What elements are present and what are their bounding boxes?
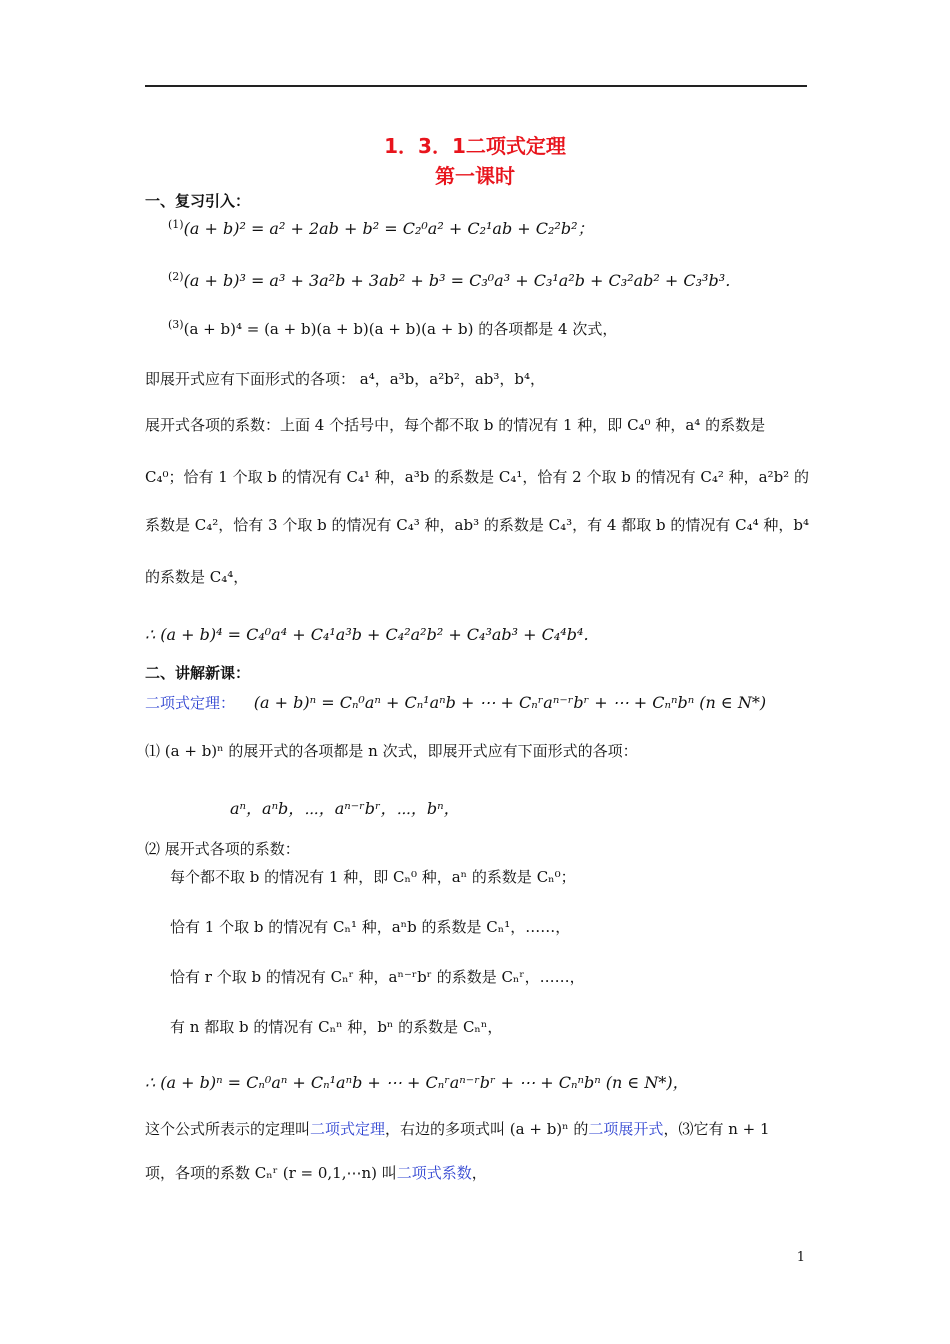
text-line: 的系数是 C₄⁴， (145, 568, 249, 586)
formula-line: ∴ (a + b)⁴ = C₄⁰a⁴ + C₄¹a³b + C₄²a²b² + C₄³ab³ + C₄⁴b⁴． (145, 625, 600, 644)
point-1-line (145, 740, 638, 761)
text-line: 展开式各项的系数：上面 4 个括号中，每个都不取 b 的情况有 1 种，即 C₄⁰ 种，a⁴ 的系数是 (145, 416, 766, 434)
terms-line: aⁿ，aⁿb，⋯，aⁿ⁻ʳbʳ，⋯，bⁿ， (230, 799, 460, 818)
text: ，右边的多项式叫 (a + b)ⁿ 的 (385, 1120, 589, 1138)
point-2-line: ⑵ 展开式各项的系数： (145, 840, 300, 858)
text: ，⑶它有 n + 1 (663, 1120, 770, 1138)
text: 项，各项的系数 Cₙʳ (r = 0,1,⋯n) 叫 (145, 1164, 397, 1182)
item-index: (2) (168, 270, 184, 283)
text: ， (471, 1164, 487, 1182)
term-binomial-expansion: 二项展开式 (588, 1120, 664, 1138)
theorem-label: 二项式定理： (145, 694, 236, 712)
review-line-1 (168, 216, 594, 239)
term-binomial-theorem: 二项式定理 (310, 1120, 386, 1138)
theorem-line (145, 692, 766, 713)
text-line: 系数是 C₄²，恰有 3 个取 b 的情况有 C₄³ 种，ab³ 的系数是 C₄³，有 4 都取 b 的情况有 C₄⁴ 种，b⁴ (145, 516, 810, 534)
text-line: 恰有 1 个取 b 的情况有 Cₙ¹ 种，aⁿb 的系数是 Cₙ¹，……， (170, 918, 571, 936)
text-line: 每个都不取 b 的情况有 1 种，即 Cₙ⁰ 种，aⁿ 的系数是 Cₙ⁰； (170, 868, 576, 886)
item-index: (1) (168, 218, 184, 231)
formula-line: ∴ (a + b)ⁿ = Cₙ⁰aⁿ + Cₙ¹aⁿb + ⋯ + Cₙʳaⁿ⁻ʳbʳ + ⋯ + Cₙⁿbⁿ (n ∈ N*)， (145, 1073, 689, 1092)
text-line: 恰有 r 个取 b 的情况有 Cₙʳ 种，aⁿ⁻ʳbʳ 的系数是 Cₙʳ，……， (170, 968, 585, 986)
item-index: ⑴ (145, 742, 161, 760)
title-line-2: 第一课时 (435, 164, 515, 188)
text-line: C₄⁰；恰有 1 个取 b 的情况有 C₄¹ 种，a³b 的系数是 C₄¹，恰有 2 个取 b 的情况有 C₄² 种，a²b² 的 (145, 468, 809, 486)
definition-line (145, 1118, 770, 1139)
formula: (a + b)³ = a³ + 3a²b + 3ab² + b³ = C₃⁰a³ + C₃¹a²b + C₃²ab² + C₃³b³． (183, 271, 742, 290)
review-line-3 (168, 318, 617, 339)
text: (a + b)⁴ = (a + b)(a + b)(a + b)(a + b) 的各项都是 4 次式， (183, 320, 618, 338)
text-line: 即展开式应有下面形式的各项： a⁴，a³b，a²b²，ab³，b⁴， (145, 370, 546, 388)
text-line: 有 n 都取 b 的情况有 Cₙⁿ 种，bⁿ 的系数是 Cₙⁿ， (170, 1018, 503, 1036)
section-2-heading: 二、讲解新课： (145, 664, 251, 682)
text: (a + b)ⁿ 的展开式的各项都是 n 次式，即展开式应有下面形式的各项： (164, 742, 638, 760)
title-line-1: 1．3．1二项式定理 (384, 134, 566, 158)
text: 这个公式所表示的定理叫 (145, 1120, 311, 1138)
formula: (a + b)² = a² + 2ab + b² = C₂⁰a² + C₂¹ab + C₂²b²； (183, 219, 594, 238)
page-number: 1 (796, 1250, 805, 1265)
header-rule (145, 85, 807, 87)
review-line-2 (168, 268, 741, 291)
item-index: (3) (168, 318, 184, 331)
definition-line-2 (145, 1162, 487, 1183)
theorem-formula: (a + b)ⁿ = Cₙ⁰aⁿ + Cₙ¹aⁿb + ⋯ + Cₙʳaⁿ⁻ʳbʳ + ⋯ + Cₙⁿbⁿ (n ∈ N*) (253, 693, 767, 712)
section-1-heading: 一、复习引入： (145, 192, 251, 210)
term-binomial-coefficient: 二项式系数 (396, 1164, 472, 1182)
